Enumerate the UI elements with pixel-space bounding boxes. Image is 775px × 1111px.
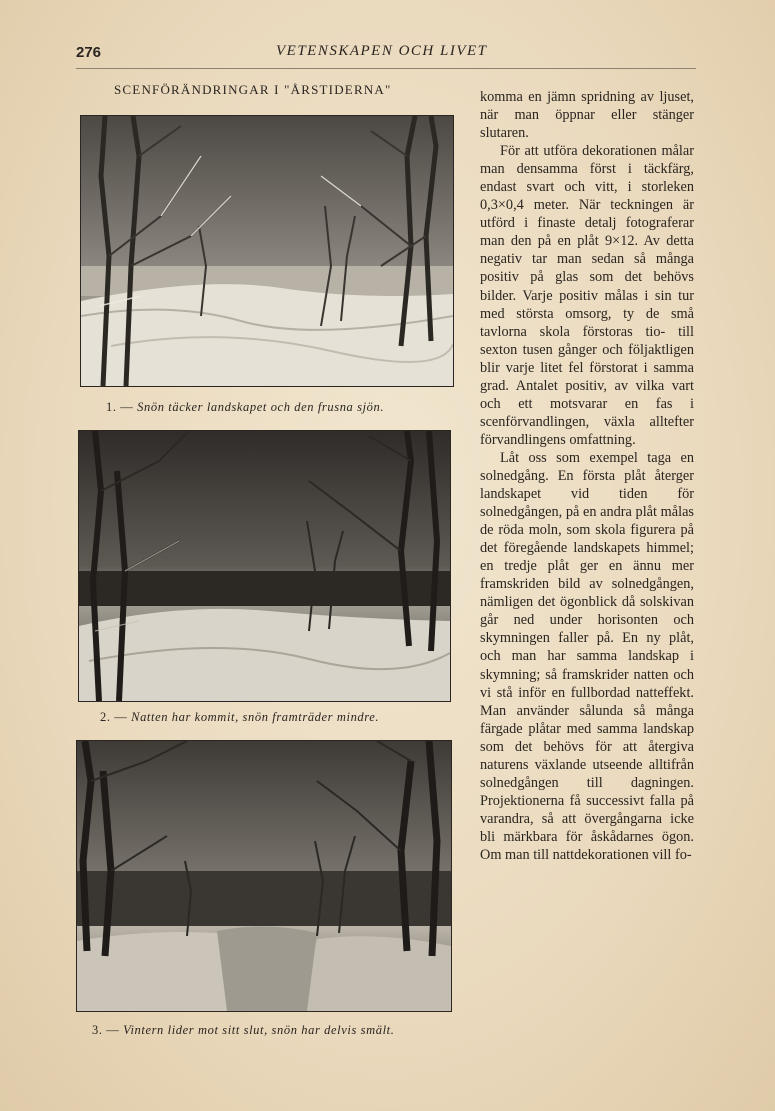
- snowy-forest-lake-engraving: [81, 116, 453, 386]
- page-header: [76, 40, 696, 69]
- text-column: [480, 88, 694, 864]
- figure-1-image: [80, 115, 454, 387]
- figure-3-caption-text: Vintern lider mot sitt slut, snön har delvis smält.: [123, 1023, 395, 1037]
- figure-2-caption: [100, 710, 379, 725]
- illustration-heading: SCENFÖRÄNDRINGAR I "ÅRSTIDERNA": [114, 82, 392, 97]
- night-snowy-forest-engraving: [79, 431, 450, 701]
- figure-2-number: 2. —: [100, 710, 128, 724]
- figure-3-caption: [92, 1023, 394, 1038]
- paragraph-1: komma en jämn spridning av ljuset, när man öppnar eller stänger slutaren.: [480, 89, 694, 142]
- thawing-forest-stream-engraving: [77, 741, 451, 1011]
- paragraph-2: För att utföra dekorationen målar man densamma först i täckfärg, endast svart och vitt, i storleken 0,3×0,4 meter. När teckningen är utförd i finaste detalj fotograferar man den på en plåt 9×12. Av detta negativ tar man sedan så många positiv på glas som det behövs bilder. Varje positiv målas i sin tur med största omsorg, ty de små tavlorna skola förstoras tio- till sexton tusen gånger och följaktligen blir varje litet fel förstorat i samma grad. Antalet positiv, av vilka vart och ett motsvarar en fas i scenförvandlingen, växla alltefter förvandlingens omfattning.: [480, 143, 694, 448]
- figure-2-caption-text: Natten har kommit, snön framträder mindre.: [131, 710, 380, 724]
- paragraph-3: Låt oss som exempel taga en solnedgång. En första plåt återger landskapet vid tiden för solnedgången, på en andra plåt målas de röda moln, som skola figurera på det föregående landskapets himmel; en tredje plåt ger en ännu mer framskriden bild av solnedgången, nämligen det ögonblick då solskivan går ned under horisonten och skymningen faller på. En ny plåt, och man har samma landskap i skymning; så framskrider natten och vi stå inför en fullbordad natteffekt. Man använder sålunda så många färgade plåtar med samma landskap som det behövs för att återgiva naturens växlande utseende alltifrån solnedgången till dagningen. Projektionerna få successivt falla på varandra, så att övergångarna icke bli märkbara för åskådarnes ögon. Om man till nattdekorationen vill fo-: [480, 449, 694, 863]
- figure-1-caption: [106, 400, 384, 415]
- figure-3-number: 3. —: [92, 1023, 120, 1037]
- figure-1-number: 1. —: [106, 400, 134, 414]
- figure-2-image: [78, 430, 451, 702]
- running-head: VETENSKAPEN OCH LIVET: [276, 43, 488, 59]
- figure-1-caption-text: Snön täcker landskapet och den frusna sjön.: [137, 400, 385, 414]
- page-number: 276: [76, 44, 102, 61]
- figure-3-image: [76, 740, 452, 1012]
